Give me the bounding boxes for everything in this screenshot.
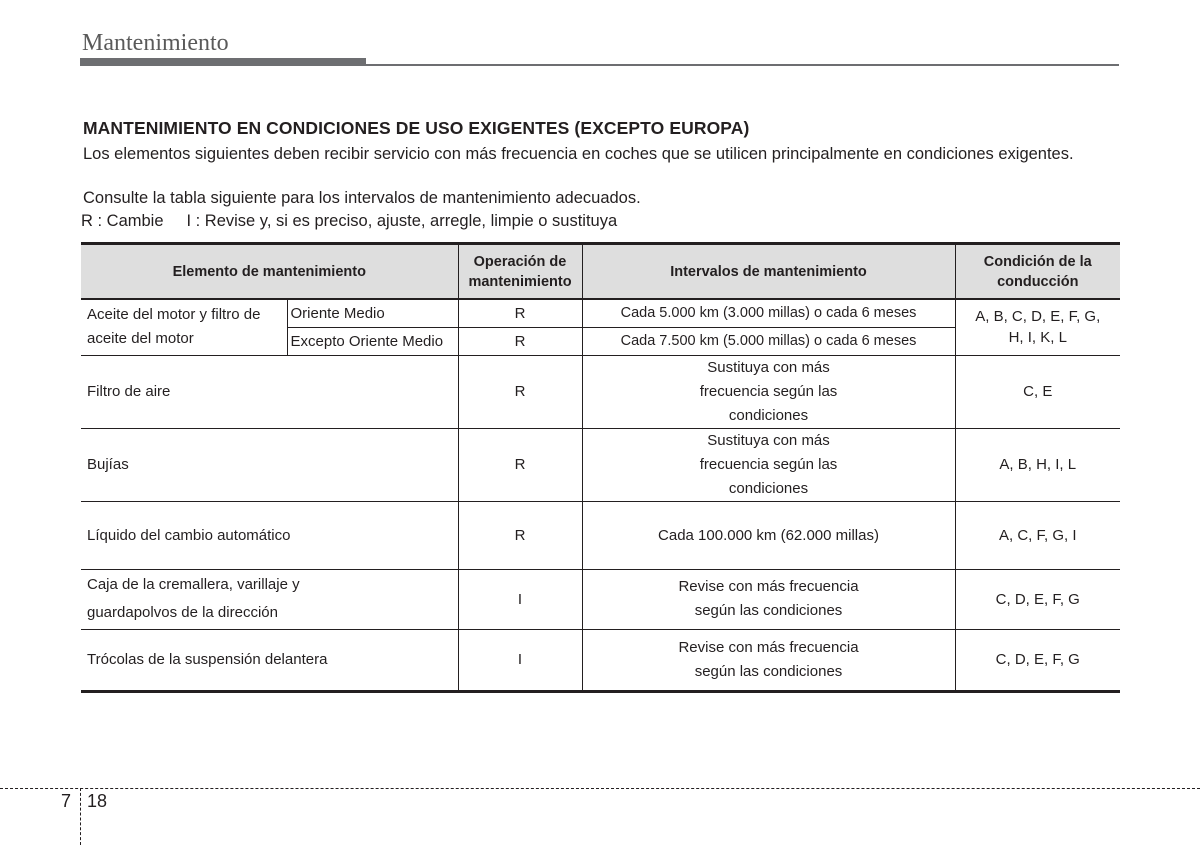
intro-paragraph: Los elementos siguientes deben recibir servicio con más frecuencia en coches que se utilicen principalmente en condiciones exigentes. <box>83 145 1074 163</box>
cell-operation: I <box>458 569 582 629</box>
table-header-row <box>81 244 1120 300</box>
cell-operation: R <box>458 501 582 569</box>
header-item: Elemento de mantenimiento <box>81 244 458 300</box>
header-condition: Condición de la conducción <box>955 244 1120 300</box>
table-row <box>81 501 1120 569</box>
cell-condition: A, B, C, D, E, F, G, H, I, K, L <box>955 299 1120 355</box>
cell-item: Trócolas de la suspensión delantera <box>81 629 458 691</box>
cell-item: Líquido del cambio automático <box>81 501 458 569</box>
cell-operation: R <box>458 327 582 355</box>
header-rule-thick <box>80 58 366 66</box>
maintenance-table <box>81 242 1120 693</box>
cell-interval: Cada 100.000 km (62.000 millas) <box>582 501 955 569</box>
table-row <box>81 428 1120 501</box>
cell-condition: C, D, E, F, G <box>955 629 1120 691</box>
cell-interval: Sustituya con más frecuencia según las condiciones <box>582 355 955 428</box>
cell-item: Aceite del motor y filtro de aceite del motor <box>81 299 287 355</box>
cell-operation: R <box>458 428 582 501</box>
cell-item: Bujías <box>81 428 458 501</box>
cell-interval: Sustituya con más frecuencia según las condiciones <box>582 428 955 501</box>
cell-interval: Revise con más frecuencia según las condiciones <box>582 629 955 691</box>
header-interval: Intervalos de mantenimiento <box>582 244 955 300</box>
table-row <box>81 569 1120 629</box>
cell-operation: R <box>458 299 582 327</box>
footer-dashed-divider <box>80 788 81 845</box>
cell-operation: I <box>458 629 582 691</box>
chapter-number: 7 <box>61 791 72 811</box>
table-row <box>81 299 1120 327</box>
cell-subitem: Oriente Medio <box>287 299 458 327</box>
consult-paragraph: Consulte la tabla siguiente para los intervalos de mantenimiento adecuados. <box>83 189 641 207</box>
footer-dashed-rule <box>0 788 1200 789</box>
cell-condition: A, B, H, I, L <box>955 428 1120 501</box>
table-row <box>81 629 1120 691</box>
cell-interval: Revise con más frecuencia según las condiciones <box>582 569 955 629</box>
cell-interval: Cada 5.000 km (3.000 millas) o cada 6 meses <box>582 299 955 327</box>
cell-item: Filtro de aire <box>81 355 458 428</box>
section-title: MANTENIMIENTO EN CONDICIONES DE USO EXIGENTES (EXCEPTO EUROPA) <box>83 118 750 138</box>
header-operation: Operación de mantenimiento <box>458 244 582 300</box>
header-rule-thin <box>366 64 1119 66</box>
cell-operation: R <box>458 355 582 428</box>
page-number: 18 <box>87 791 108 811</box>
cell-condition: A, C, F, G, I <box>955 501 1120 569</box>
cell-subitem: Excepto Oriente Medio <box>287 327 458 355</box>
cell-item: Caja de la cremallera, varillaje y guardapolvos de la dirección <box>81 569 458 629</box>
cell-condition: C, D, E, F, G <box>955 569 1120 629</box>
table-row <box>81 355 1120 428</box>
cell-interval: Cada 7.500 km (5.000 millas) o cada 6 meses <box>582 327 955 355</box>
cell-condition: C, E <box>955 355 1120 428</box>
legend-text: R : Cambie I : Revise y, si es preciso, ajuste, arregle, limpie o sustituya <box>81 212 618 230</box>
page-header-title: Mantenimiento <box>82 30 229 56</box>
